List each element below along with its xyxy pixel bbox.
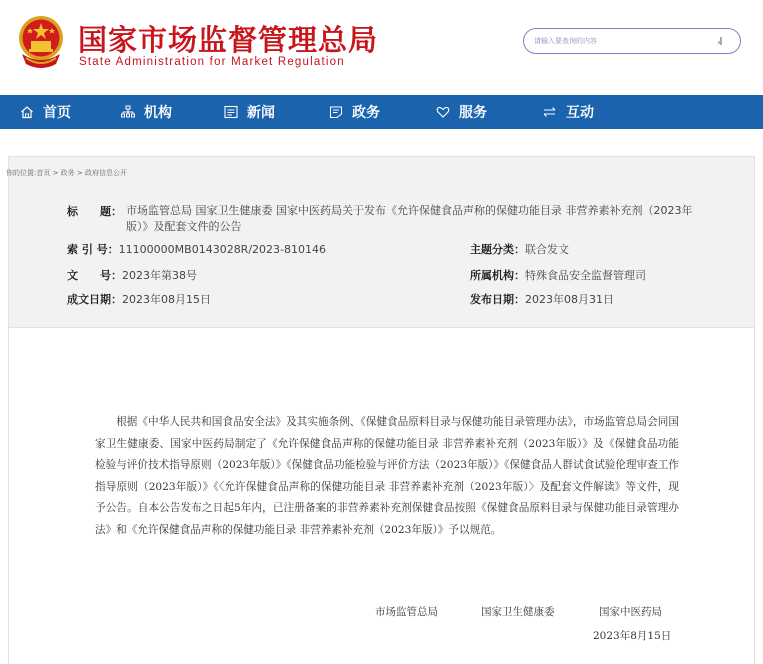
nav-item-org[interactable] xyxy=(121,95,172,129)
nav-item-label: 政务 xyxy=(352,105,380,121)
site-title-english: State Administration for Market Regulation xyxy=(79,56,345,68)
site-header xyxy=(0,0,763,88)
search-input[interactable] xyxy=(534,34,704,48)
nav-item-label: 新闻 xyxy=(247,105,275,121)
meta-agency: 所属机构：特殊食品安全监督管理司 xyxy=(470,269,646,282)
nav-item-label: 服务 xyxy=(459,105,487,121)
document-title: 市场监管总局 国家卫生健康委 国家中医药局关于发布《允许保健食品声称的保健功能目录 非营养素补充剂（2023年版）》及配套文件的公告 xyxy=(126,204,693,233)
affairs-icon xyxy=(329,105,343,119)
exchange-icon xyxy=(543,105,557,119)
search-icon[interactable] xyxy=(716,35,726,47)
signer-natcm: 国家中医药局 xyxy=(599,606,662,618)
site-title[interactable]: 国家市场监督管理总局 xyxy=(78,23,379,57)
meta-created-date: 成文日期：2023年08月15日 xyxy=(67,293,211,306)
signer-samr: 市场监管总局 xyxy=(375,606,438,618)
nav-item-interaction[interactable] xyxy=(543,95,594,129)
document-metadata xyxy=(8,156,755,328)
nav-item-services[interactable] xyxy=(436,95,487,129)
meta-index-number: 索 引 号：11100000MB0143028R/2023-810146 xyxy=(67,243,326,256)
search-box xyxy=(523,28,741,54)
nav-item-news[interactable] xyxy=(224,95,275,129)
meta-document-number: 文 号：2023年第38号 xyxy=(67,269,197,282)
main-nav xyxy=(0,95,763,129)
news-icon xyxy=(224,105,238,119)
signer-nhc: 国家卫生健康委 xyxy=(481,606,555,618)
breadcrumb[interactable]: 你的位置:首页 > 政务 > 政府信息公开 xyxy=(6,169,127,177)
meta-published-date: 发布日期：2023年08月31日 xyxy=(470,293,614,306)
meta-title-key: 标 题： xyxy=(67,205,122,218)
home-icon xyxy=(20,105,34,119)
national-emblem-icon xyxy=(16,14,66,72)
article-body: 根据《中华人民共和国食品安全法》及其实施条例、《保健食品原料目录与保健功能目录管理办法》，市场监管总局会同国家卫生健康委、国家中医药局制定了《允许保健食品声称的保健功能目录 非营养素补充剂（2023年版）》及《保健食品功能检验与评价技术指导原则（2023年版）》《保健食品功能检验与评价方法（2023年版）》《保健食品人群试食试验伦理审查工作指导原则（2023年版）》《〈允许保健食品声称的保健功能目录 非营养素补充剂（2023年版）〉及配套文件解读》等文件，现予公告。自本公告发布之日起5年内，已注册备案的非营养素补充剂保健食品按照《保健食品原料目录与保健功能目录管理办法》和《允许保健食品声称的保健功能目录 非营养素补充剂（2023年版）》予以规范。 xyxy=(95,416,679,536)
nav-item-label: 首页 xyxy=(43,105,71,121)
nav-item-home[interactable] xyxy=(20,95,71,129)
nav-item-label: 机构 xyxy=(144,105,172,121)
org-chart-icon xyxy=(121,105,135,119)
signature-date: 2023年8月15日 xyxy=(593,630,672,642)
article-content xyxy=(8,328,755,664)
meta-topic: 主题分类：联合发文 xyxy=(470,243,569,256)
heart-icon xyxy=(436,105,450,119)
nav-item-label: 互动 xyxy=(566,105,594,121)
nav-item-affairs[interactable] xyxy=(329,95,380,129)
